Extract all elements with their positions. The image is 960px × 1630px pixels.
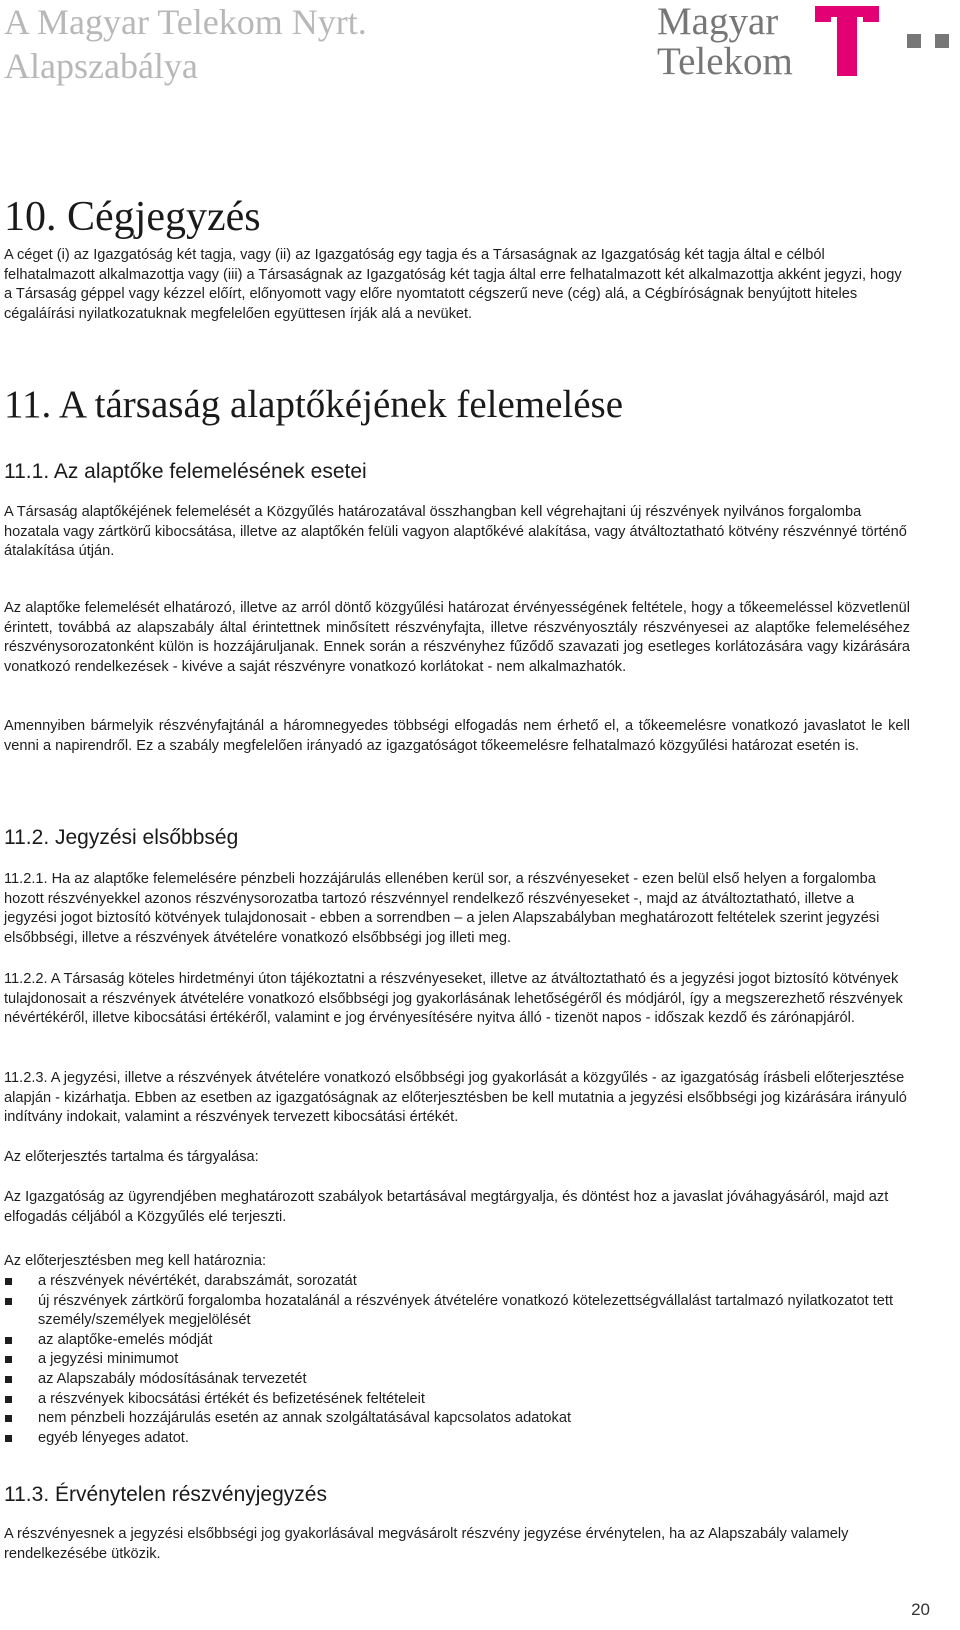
proposal-content-label: Az előterjesztés tartalma és tárgyalása: (4, 1149, 259, 1165)
section-11-1-paragraph-1: A Társaság alaptőkéjének felemelését a Közgyűlés határozatával összhangban kell végrehajtani új részvények nyilvános forgalomba hozatala vagy zártkörű kibocsátása, illetve az alaptőkén felüli vagyon alaptőkévé alakítása, vagy átváltoztatható kötvény részvénnyé történő átalakítása útján. (4, 504, 907, 560)
telekom-t-logo-icon (815, 6, 955, 76)
bullet-square-icon (5, 1356, 12, 1363)
section-11-2-1-paragraph: 11.2.1. Ha az alaptőke felemelésére pénzbeli hozzájárulás ellenében kerül sor, a részvényeseket - ezen belül első helyen a forgalomba hozott részvényekkel azonos részvénysorozatba tartozó részvénnyel rendelkező részvényeseket -, majd az átváltoztatható, illetve a jegyzési jogot biztosító kötvények tulajdonosait - ebben a sorrendben – a jelen Alapszabályban meghatározott feltételek szerint jegyzési elsőbbségi, illetve a részvények átvételére vonatkozó elsőbbségi jog illeti meg. (4, 871, 880, 946)
bullet-square-icon (5, 1376, 12, 1383)
list-item: a részvények névértékét, darabszámát, sorozatát (4, 1272, 910, 1292)
section-11-3-paragraph: A részvényesnek a jegyzési elsőbbségi jog gyakorlásával megvásárolt részvény jegyzése érvénytelen, ha az Alapszabály valamely rendelkezésébe ütközik. (4, 1526, 849, 1562)
document-title-line2: Alapszabálya (4, 46, 198, 86)
section-11-2-3-paragraph: 11.2.3. A jegyzési, illetve a részvények átvételére vonatkozó elsőbbségi jog gyakorlását a közgyűlés - az igazgatóság írásbeli előterjesztése alapján - kizárhatja. Ebben az esetben az igazgatóságnak az előterjesztésben be kell mutatnia a jegyzési elsőbbségi jog kizárására irányuló indítvány indokait, valamint a részvények tervezett kibocsátási értékét. (4, 1070, 907, 1126)
section-11-3-heading: 11.3. Érvénytelen részvényjegyzés (4, 1483, 327, 1506)
section-10-paragraph: A céget (i) az Igazgatóság két tagja, vagy (ii) az Igazgatóság egy tagja és a Társaságnak az Igazgatóság két tagja által e célból felhatalmazott alkalmazottja vagy (iii) a Társaságnak az Igazgatóság két tagja által erre felhatalmazott két alkalmazottja akként jegyzi, hogy a Társaság géppel vagy kézzel előírt, előnyomott vagy előre nyomtatott cégszerű neve (cég) alá, a Cégbíróságnak benyújtott hiteles cégaláírási nyilatkozatuknak megfelelően együttesen írják alá a nevüket. (4, 247, 902, 322)
bullet-square-icon (5, 1298, 12, 1305)
section-11-1-heading: 11.1. Az alaptőke felemelésének esetei (4, 460, 367, 483)
document-title (4, 0, 367, 88)
proposal-must-define-label: Az előterjesztésben meg kell határoznia: (4, 1253, 267, 1269)
logo-line1: Magyar (657, 0, 779, 43)
logo-line2: Telekom (657, 40, 793, 83)
list-item: egyéb lényeges adatot. (4, 1429, 910, 1449)
section-11-2-heading: 11.2. Jegyzési elsőbbség (4, 826, 239, 849)
section-11-2-2-paragraph: 11.2.2. A Társaság köteles hirdetményi úton tájékoztatni a részvényeseket, illetve az átváltoztatható és a jegyzési jogot biztosító kötvények tulajdonosait a részvények átvételére vonatkozó elsőbbségi jog gyakorlásának lehetőségéről és módjáról, így a megszerezhető részvények névértékéről, illetve kibocsátási értékéről, valamint e jog érvényesítésére nyitva álló - tizenöt napos - időszak kezdő és zárónapjáról. (4, 971, 903, 1027)
list-item: nem pénzbeli hozzájárulás esetén az annak szolgáltatásával kapcsolatos adatokat (4, 1409, 910, 1429)
logo-wordmark (657, 2, 793, 82)
section-10-heading: 10. Cégjegyzés (4, 194, 261, 240)
list-item: a részvények kibocsátási értékét és befizetésének feltételeit (4, 1390, 910, 1410)
board-procedure-paragraph: Az Igazgatóság az ügyrendjében meghatározott szabályok betartásával megtárgyalja, és döntést hoz a javaslat jóváhagyásáról, majd azt elfogadás céljából a Közgyűlés elé terjeszti. (4, 1189, 889, 1225)
page-number: 20 (911, 1600, 930, 1619)
proposal-requirements-list (4, 1272, 910, 1448)
section-11-1-paragraph-3: Amennyiben bármelyik részvényfajtánál a háromnegyedes többségi elfogadás nem érhető el, a tőkeemelésre vonatkozó javaslatot le kell venni a napirendről. Ez a szabály megfelelően irányadó az igazgatóságot tőkeemelésre felhatalmazó közgyűlési határozat esetén is. (4, 718, 910, 754)
section-11-1-paragraph-2: Az alaptőke felemelését elhatározó, illetve az arról döntő közgyűlési határozat érvényességének feltétele, hogy a tőkeemeléssel közvetlenül érintett, továbbá az alapszabály által érintettnek minősített részvényfajta, illetve részvényosztály részvényesei az alaptőke felemeléséhez részvénysorozatonként külön is hozzájáruljanak. Ennek során a részvényhez fűződő szavazati jog esetleges korlátozására vagy kizárására vonatkozó rendelkezések - kivéve a saját részvényre vonatkozó korlátokat - nem alkalmazhatók. (4, 600, 910, 675)
section-11-heading: 11. A társaság alaptőkéjének felemelése (4, 383, 624, 426)
bullet-square-icon (5, 1396, 12, 1403)
bullet-square-icon (5, 1435, 12, 1442)
magyar-telekom-logo (657, 2, 957, 82)
bullet-square-icon (5, 1278, 12, 1285)
list-item: új részvények zártkörű forgalomba hozatalánál a részvények átvételére vonatkozó kötelezettségvállalást tartalmazó nyilatkozatot tett személy/személyek megjelölését (4, 1292, 910, 1331)
document-title-line1: A Magyar Telekom Nyrt. (4, 2, 367, 42)
list-item: az alaptőke-emelés módját (4, 1331, 910, 1351)
bullet-square-icon (5, 1415, 12, 1422)
list-item: az Alapszabály módosításának tervezetét (4, 1370, 910, 1390)
bullet-square-icon (5, 1337, 12, 1344)
list-item: a jegyzési minimumot (4, 1350, 910, 1370)
